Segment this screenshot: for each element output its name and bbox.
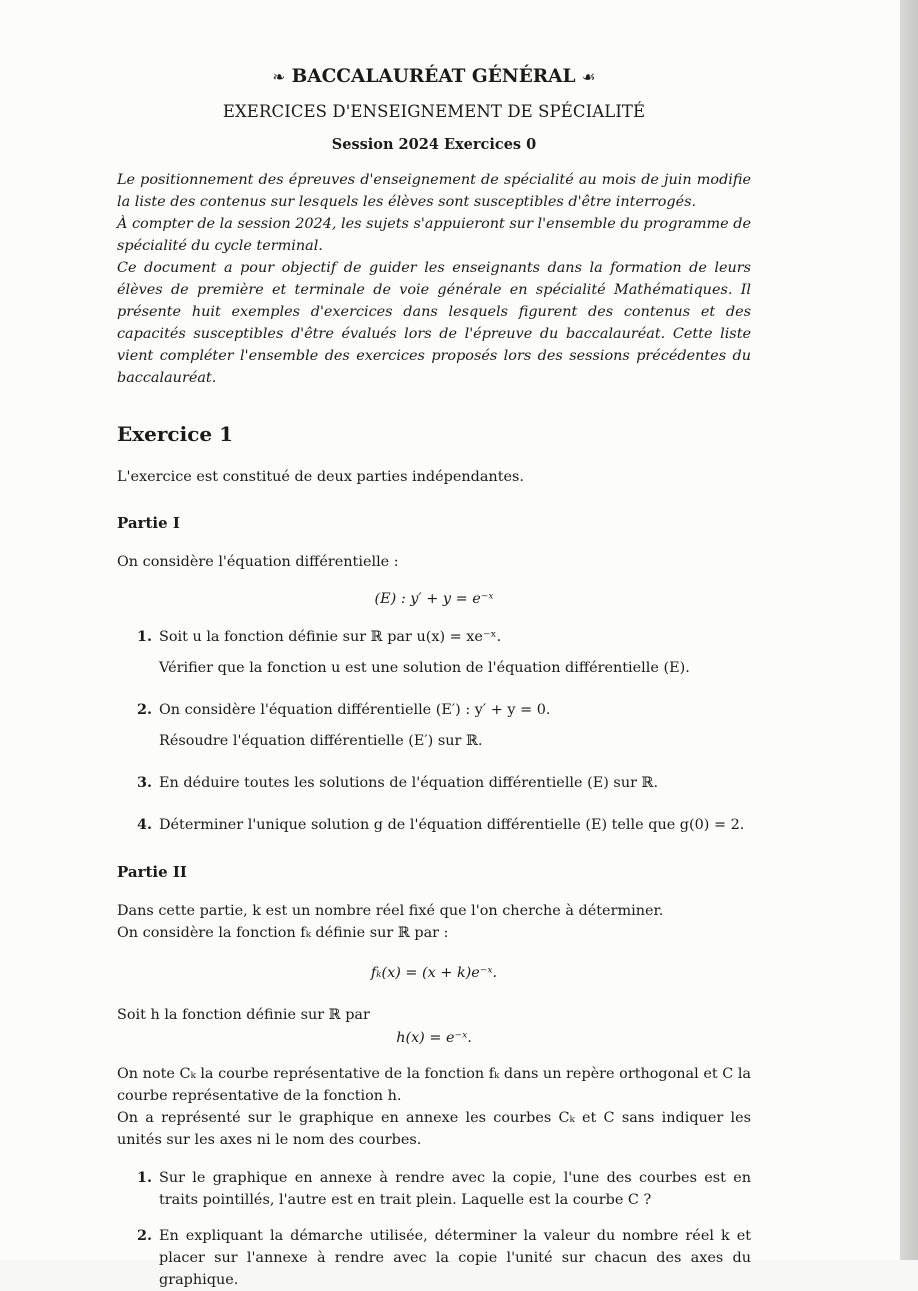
question-text: Vérifier que la fonction u est une solution de l'équation différentielle (E). bbox=[159, 660, 690, 676]
ornament-left-icon: ❧ bbox=[272, 68, 286, 86]
question-number: 4. bbox=[137, 816, 153, 833]
equation-h: h(x) = e⁻ˣ. bbox=[396, 1030, 472, 1046]
question-number: 2. bbox=[137, 1227, 153, 1244]
question-item bbox=[117, 814, 751, 836]
h-definition: Soit h la fonction définie sur ℝ par bbox=[117, 1007, 370, 1023]
intro-paragraph: À compter de la session 2024, les sujets s'appuieront sur l'ensemble du programme de spécialité du cycle terminal. bbox=[117, 216, 751, 254]
question-item bbox=[117, 772, 751, 794]
question-number: 2. bbox=[137, 701, 153, 718]
question-number: 1. bbox=[137, 628, 153, 645]
equation-fk: fₖ(x) = (x + k)e⁻ˣ. bbox=[370, 965, 498, 981]
question-text: En expliquant la démarche utilisée, déterminer la valeur du nombre réel k et placer sur l'annexe à rendre avec la copie l'unité sur chacun des axes du graphique. bbox=[159, 1228, 751, 1288]
question-number: 1. bbox=[137, 1169, 153, 1186]
question-text: On considère l'équation différentielle (E′) : y′ + y = 0. bbox=[159, 702, 551, 718]
page-edge-shadow bbox=[900, 0, 918, 1260]
question-item bbox=[117, 1225, 751, 1291]
question-text: Résoudre l'équation différentielle (E′) sur ℝ. bbox=[159, 733, 483, 749]
part-1-questions bbox=[117, 626, 751, 836]
part-2-questions bbox=[117, 1167, 751, 1291]
part-1-lead: On considère l'équation différentielle : bbox=[117, 554, 399, 570]
title-text: BACCALAURÉAT GÉNÉRAL bbox=[291, 66, 576, 87]
session-label: Session 2024 Exercices 0 bbox=[331, 136, 537, 153]
document-subtitle: EXERCICES D'ENSEIGNEMENT DE SPÉCIALITÉ bbox=[222, 102, 646, 121]
question-text: En déduire toutes les solutions de l'équation différentielle (E) sur ℝ. bbox=[159, 775, 659, 791]
note-paragraph: On note Cₖ la courbe représentative de la fonction fₖ dans un repère orthogonal et C la courbe représentative de la fonction h. bbox=[117, 1066, 751, 1104]
question-item bbox=[117, 699, 751, 752]
exercise-title: Exercice 1 bbox=[117, 422, 233, 446]
question-text: Soit u la fonction définie sur ℝ par u(x) = xe⁻ˣ. bbox=[159, 629, 502, 645]
document-content bbox=[117, 64, 751, 1291]
intro-paragraph: Le positionnement des épreuves d'enseignement de spécialité au mois de juin modifie la liste des contenus sur lesquels les élèves sont susceptibles d'être interrogés. bbox=[117, 172, 751, 210]
note-paragraph: On a représenté sur le graphique en annexe les courbes Cₖ et C sans indiquer les unités sur les axes ni le nom des courbes. bbox=[117, 1110, 751, 1148]
question-text: Déterminer l'unique solution g de l'équation différentielle (E) telle que g(0) = 2. bbox=[159, 817, 745, 833]
question-item bbox=[117, 1167, 751, 1211]
exercise-lead: L'exercice est constitué de deux parties indépendantes. bbox=[117, 469, 524, 485]
intro-paragraph: Ce document a pour objectif de guider les enseignants dans la formation de leurs élèves de première et terminale de voie générale en spécialité Mathématiques. Il présente huit exemples d'exercices dans lesquels figurent des contenus et des capacités susceptibles d'être évalués lors de l'épreuve du baccalauréat. Cette liste vient compléter l'ensemble des exercices proposés lors des sessions précédentes du baccalauréat. bbox=[117, 260, 751, 386]
question-item bbox=[117, 626, 751, 679]
intro-block bbox=[117, 169, 751, 389]
question-text: Sur le graphique en annexe à rendre avec la copie, l'une des courbes est en traits pointillés, l'autre est en trait plein. Laquelle est la courbe C ? bbox=[159, 1170, 751, 1208]
part-2-title: Partie II bbox=[117, 863, 187, 881]
question-number: 3. bbox=[137, 774, 153, 791]
part-1-title: Partie I bbox=[117, 514, 180, 532]
part-2-lead: On considère la fonction fₖ définie sur ℝ par : bbox=[117, 925, 449, 941]
part-2-lead: Dans cette partie, k est un nombre réel fixé que l'on cherche à déterminer. bbox=[117, 903, 664, 919]
equation-E: (E) : y′ + y = e⁻ˣ bbox=[374, 591, 494, 607]
document-title bbox=[117, 64, 751, 90]
ornament-right-icon: ☙ bbox=[582, 68, 596, 86]
